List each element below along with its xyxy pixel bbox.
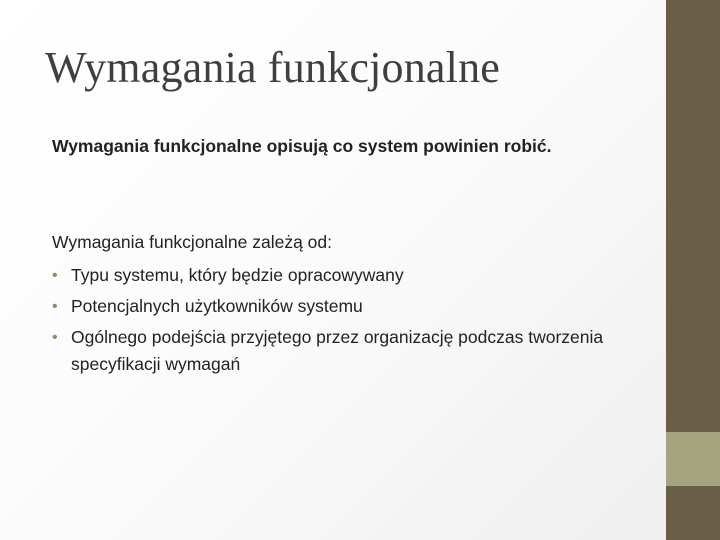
bullet-item-system-type: [52, 262, 644, 289]
bullet-icon: •: [52, 298, 58, 315]
decorative-rail-accent-band: [666, 432, 720, 486]
slide-title: Wymagania funkcjonalne: [45, 43, 501, 92]
bullet-text: Typu systemu, który będzie opracowywany: [71, 265, 404, 285]
bullet-list: [52, 262, 644, 382]
bullet-item-organization-approach: [52, 324, 644, 378]
bullet-text: Potencjalnych użytkowników systemu: [71, 296, 363, 316]
depends-label: Wymagania funkcjonalne zależą od:: [52, 232, 333, 252]
bullet-icon: •: [52, 267, 58, 284]
bullet-icon: •: [52, 329, 58, 346]
intro-text: Wymagania funkcjonalne opisują co system powinien robić.: [52, 136, 552, 156]
bullet-item-potential-users: [52, 293, 644, 320]
decorative-rail-bottom-band: [666, 486, 720, 540]
bullet-text: Ogólnego podejścia przyjętego przez organizację podczas tworzenia specyfikacji wymagań: [71, 327, 604, 374]
